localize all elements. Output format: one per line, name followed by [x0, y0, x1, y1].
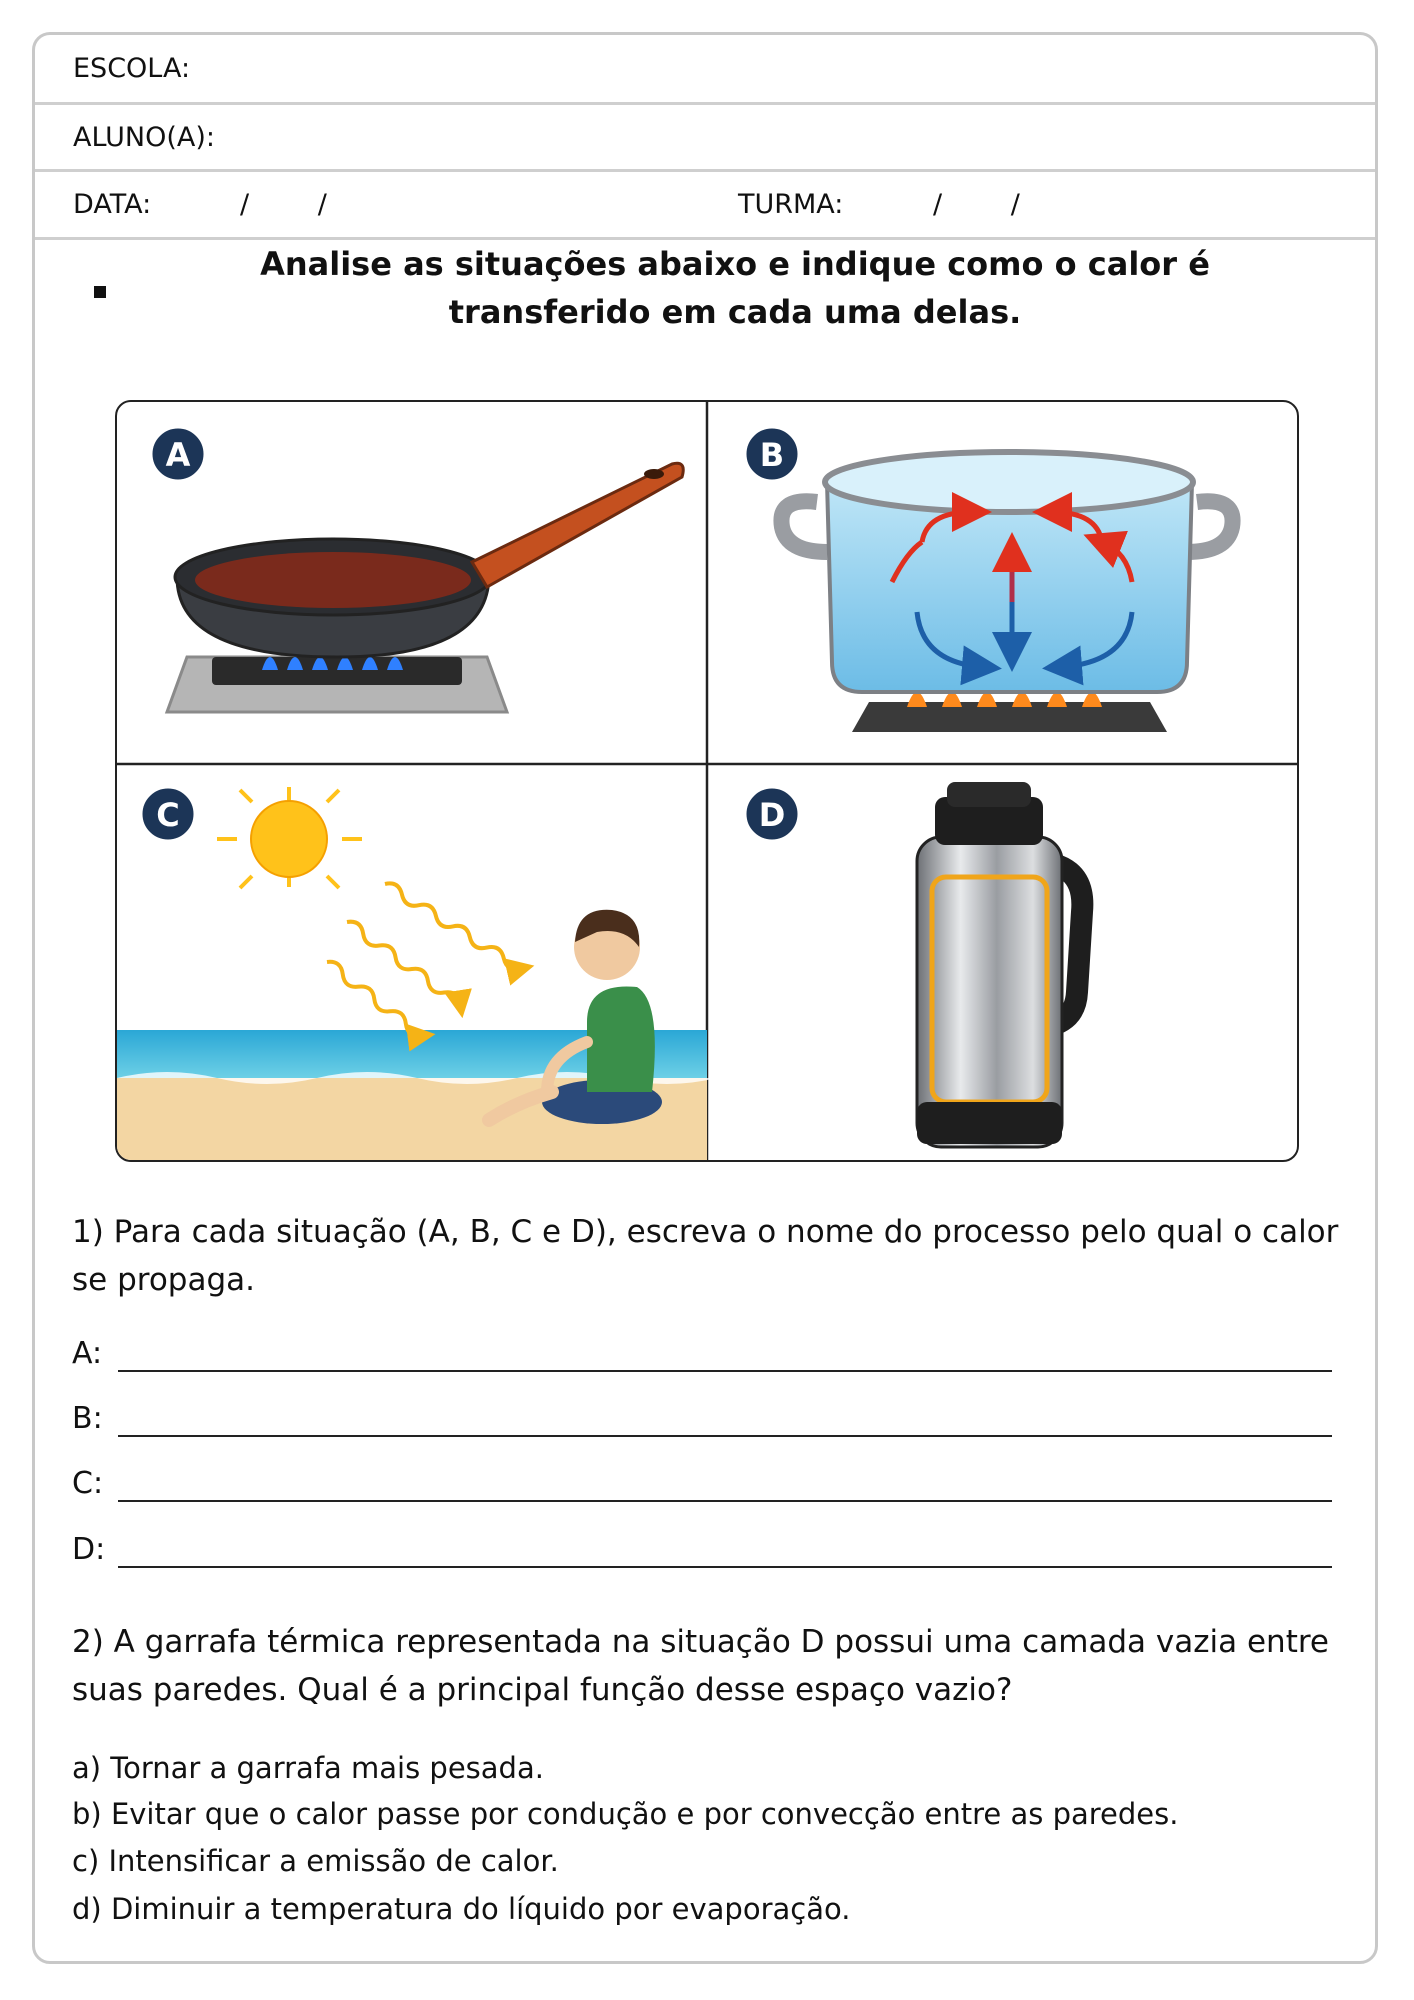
panel-letter-c: C: [156, 796, 180, 834]
boiling-pot-convection-icon: [781, 452, 1232, 732]
answer-line-d[interactable]: [118, 1566, 1332, 1568]
student-label: ALUNO(A):: [73, 121, 216, 153]
frying-pan-on-stove-icon: [167, 463, 683, 712]
class-slashes: / /: [933, 189, 1020, 220]
question-1-text: 1) Para cada situação (A, B, C e D), escreva o nome do processo pelo qual o calor se propaga.: [72, 1214, 1339, 1298]
answer-line-b[interactable]: [118, 1435, 1332, 1437]
date-class-row: [35, 172, 1375, 240]
class-label: TURMA:: [738, 189, 844, 220]
panel-badge-d: [745, 787, 799, 841]
sun-radiation-beach-icon: [117, 787, 717, 1160]
answer-row-c[interactable]: [72, 1466, 1332, 1506]
student-row: [35, 105, 1375, 172]
answer-label-a: A:: [72, 1336, 103, 1371]
situations-panel: [115, 400, 1299, 1162]
date-label: DATA:: [73, 189, 152, 220]
option-b[interactable]: b) Evitar que o calor passe por condução e por convecção entre as paredes.: [72, 1797, 1179, 1831]
panel-letter-b: B: [759, 436, 785, 474]
school-row: [35, 35, 1375, 105]
answer-label-b: B:: [72, 1401, 103, 1436]
answer-line-c[interactable]: [118, 1500, 1332, 1502]
panel-badge-b: [745, 427, 799, 481]
answer-row-a[interactable]: [72, 1336, 1332, 1376]
question-2-text: 2) A garrafa térmica representada na situação D possui uma camada vazia entre suas paredes. Qual é a principal função desse espaço vazio?: [72, 1624, 1329, 1708]
option-c[interactable]: c) Intensificar a emissão de calor.: [72, 1844, 559, 1878]
panel-badge-c: [141, 787, 195, 841]
panel-letter-a: A: [165, 436, 191, 474]
answer-line-a[interactable]: [118, 1370, 1332, 1372]
panel-letter-d: D: [758, 796, 786, 834]
school-label: ESCOLA:: [73, 53, 191, 84]
instruction-text: Analise as situações abaixo e indique como o calor é transferido em cada uma delas.: [260, 245, 1210, 331]
answer-label-c: C:: [72, 1466, 104, 1501]
situations-illustration: [117, 402, 1297, 1160]
panel-badge-a: [151, 427, 205, 481]
answer-row-b[interactable]: [72, 1401, 1332, 1441]
date-slashes: / /: [240, 189, 327, 220]
thermos-bottle-icon: [917, 782, 1082, 1147]
option-d[interactable]: d) Diminuir a temperatura do líquido por evaporação.: [72, 1892, 851, 1926]
answer-row-d[interactable]: [72, 1532, 1332, 1572]
answer-label-d: D:: [72, 1532, 106, 1567]
option-a[interactable]: a) Tornar a garrafa mais pesada.: [72, 1751, 544, 1785]
